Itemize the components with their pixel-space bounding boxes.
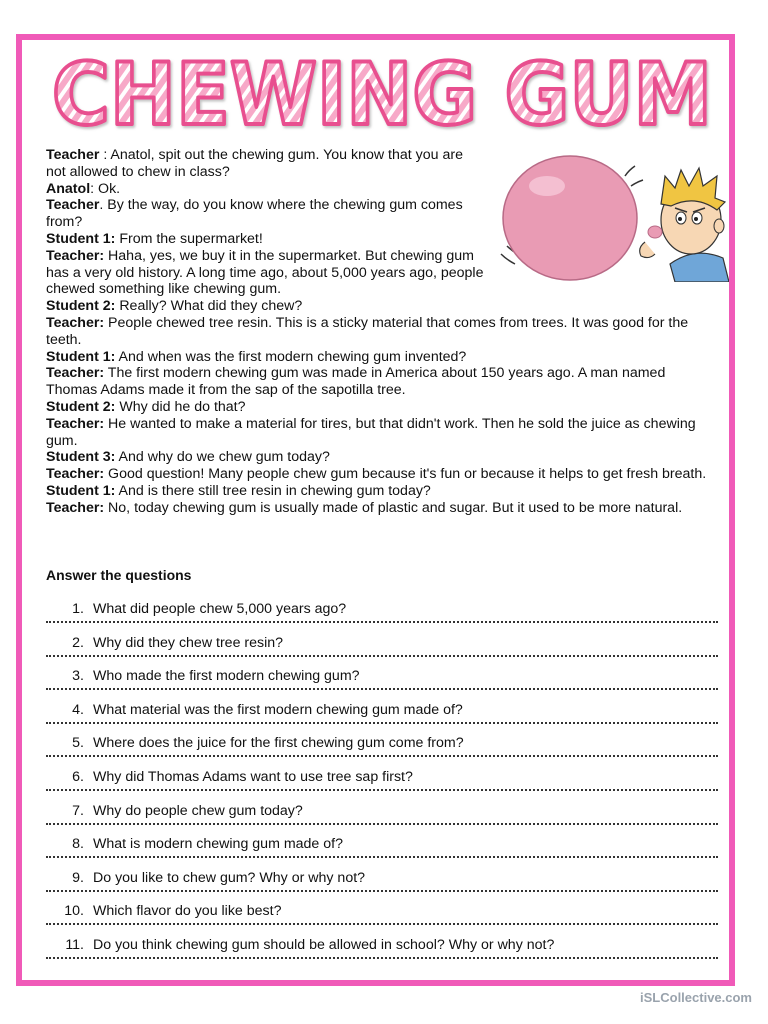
answer-line[interactable]	[46, 923, 718, 925]
answer-line[interactable]	[46, 722, 718, 724]
speaker-name: Anatol	[46, 180, 91, 197]
question-item	[46, 599, 718, 633]
dialogue-line	[46, 449, 718, 466]
speaker-name: Student 2:	[46, 398, 116, 415]
dialogue-line	[46, 349, 718, 366]
question-number: 7.	[72, 802, 84, 819]
dialogue-line	[46, 147, 484, 181]
question-text: Do you like to chew gum? Why or why not?	[93, 869, 366, 886]
dialogue-text	[46, 147, 718, 517]
answer-line[interactable]	[46, 755, 718, 757]
answer-line[interactable]	[46, 823, 718, 825]
speaker-separator: :	[99, 147, 111, 163]
question-text: What material was the first modern chewing gum made of?	[93, 701, 463, 718]
question-text: Who made the first modern chewing gum?	[93, 668, 360, 685]
question-number: 10.	[64, 903, 84, 920]
questions-heading: Answer the questions	[46, 567, 192, 583]
dialogue-text: No, today chewing gum is usually made of plastic and sugar. But it used to be more natural.	[108, 499, 683, 516]
dialogue-line	[46, 483, 718, 500]
dialogue-text: Haha, yes, we buy it in the supermarket. But chewing gum has a very old history. A long time ago, about 5,000 years ago, people chewed something like chewing gum.	[46, 247, 484, 298]
question-number: 1.	[72, 601, 84, 617]
title-lettering	[46, 44, 718, 138]
question-text: Do you think chewing gum should be allowed in school? Why or why not?	[93, 936, 555, 953]
dialogue-text: The first modern chewing gum was made in America about 150 years ago. A man named Thomas Adams made it from the sap of the sapotilla tree.	[46, 365, 666, 399]
question-item	[46, 700, 718, 734]
question-number: 8.	[72, 836, 84, 853]
speaker-name: Student 2:	[46, 298, 116, 315]
question-item	[46, 633, 718, 667]
dialogue-line	[46, 365, 718, 399]
dialogue-text: People chewed tree resin. This is a sticky material that comes from trees. It was good for the teeth.	[46, 314, 689, 348]
dialogue-text: He wanted to make a material for tires, but that didn't work. Then he sold the juice as chewing gum.	[46, 415, 696, 449]
dialogue-line	[46, 315, 718, 349]
dialogue-text: Really? What did they chew?	[119, 298, 303, 315]
speaker-name: Student 1:	[46, 348, 116, 365]
speaker-name: Teacher:	[46, 466, 105, 483]
site-watermark: iSLCollective.com	[640, 990, 752, 1005]
dialogue-line	[46, 500, 718, 517]
question-text: Which flavor do you like best?	[93, 903, 282, 920]
dialogue-text: Ok.	[98, 180, 121, 197]
dialogue-text: Why did he do that?	[119, 398, 246, 415]
dialogue-line	[46, 181, 484, 198]
speaker-name: Teacher:	[46, 247, 105, 264]
speaker-separator: .	[99, 197, 108, 214]
question-item	[46, 733, 718, 767]
dialogue-line	[46, 298, 718, 315]
dialogue-text: And why do we chew gum today?	[118, 449, 330, 466]
dialogue-line	[46, 231, 484, 248]
speaker-name: Teacher	[46, 197, 100, 214]
dialogue-line	[46, 416, 718, 450]
title-text: CHEWING GUM	[52, 45, 712, 138]
question-text: Why did Thomas Adams want to use tree sap first?	[93, 768, 413, 785]
question-list	[46, 599, 718, 969]
question-item	[46, 801, 718, 835]
question-text: Where does the juice for the first chewing gum come from?	[93, 735, 464, 752]
answer-line[interactable]	[46, 789, 718, 791]
dialogue-text: By the way, do you know where the chewing gum comes from?	[46, 197, 463, 231]
question-number: 5.	[72, 735, 84, 752]
speaker-name: Teacher:	[46, 415, 105, 432]
question-number: 3.	[72, 668, 84, 685]
speaker-name: Teacher:	[46, 314, 105, 331]
dialogue-text: Good question! Many people chew gum because it's fun or because it helps to get fresh breath.	[108, 466, 707, 483]
question-item	[46, 868, 718, 902]
dialogue-line	[46, 466, 718, 483]
question-number: 6.	[72, 768, 84, 785]
question-number: 11.	[65, 936, 84, 953]
answer-line[interactable]	[46, 688, 718, 690]
question-item	[46, 901, 718, 935]
question-number: 2.	[72, 634, 84, 651]
answer-line[interactable]	[46, 856, 718, 858]
question-text: What is modern chewing gum made of?	[93, 836, 343, 853]
speaker-name: Student 1:	[46, 482, 116, 499]
speaker-name: Student 1:	[46, 230, 116, 247]
answer-line[interactable]	[46, 621, 718, 623]
dialogue-line	[46, 248, 484, 298]
worksheet-title	[46, 44, 718, 138]
question-item	[46, 834, 718, 868]
speaker-name: Teacher	[46, 147, 100, 163]
answer-line[interactable]	[46, 655, 718, 657]
answer-line[interactable]	[46, 957, 718, 959]
speaker-name: Student 3:	[46, 449, 116, 466]
dialogue-text: Anatol, spit out the chewing gum. You know that you are not allowed to chew in class?	[46, 147, 463, 180]
answer-line[interactable]	[46, 890, 718, 892]
question-text: Why did they chew tree resin?	[93, 634, 284, 651]
question-item	[46, 767, 718, 801]
question-item	[46, 935, 718, 969]
question-text: Why do people chew gum today?	[93, 802, 303, 819]
dialogue-text: And when was the first modern chewing gum invented?	[118, 348, 467, 365]
dialogue-text: And is there still tree resin in chewing gum today?	[118, 482, 431, 499]
question-item	[46, 666, 718, 700]
dialogue-line	[46, 399, 718, 416]
question-number: 9.	[72, 869, 84, 886]
dialogue-line	[46, 197, 484, 231]
dialogue-text: From the supermarket!	[119, 230, 263, 247]
question-number: 4.	[72, 701, 84, 718]
question-text: What did people chew 5,000 years ago?	[93, 601, 347, 617]
speaker-name: Teacher:	[46, 499, 105, 516]
speaker-name: Teacher:	[46, 365, 105, 382]
speaker-separator: :	[90, 180, 99, 197]
